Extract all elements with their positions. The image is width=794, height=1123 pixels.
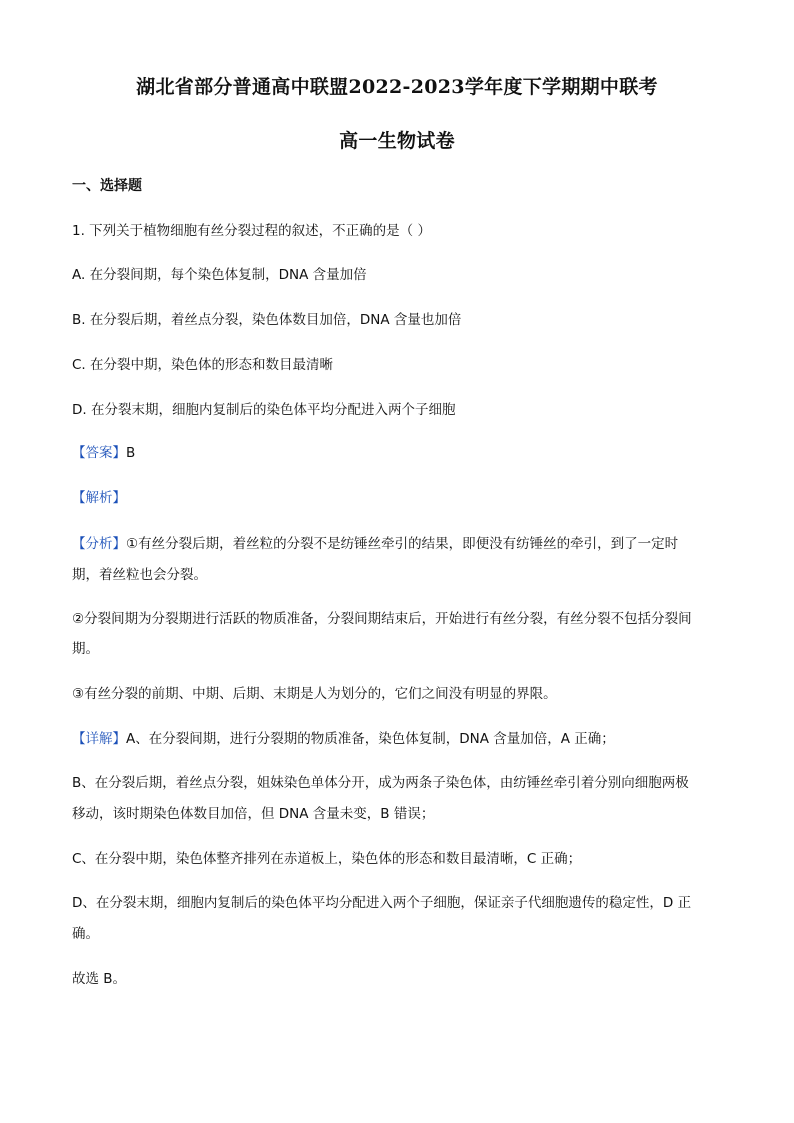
- fenxi-p1-line2: 期，着丝粒也会分裂。: [72, 567, 207, 583]
- fenxi-p2-line1: ②分裂间期为分裂期进行活跃的物质准备，分裂间期结束后，开始进行有丝分裂，有丝分裂不包括分裂间: [72, 611, 692, 627]
- option-c: C. 在分裂中期，染色体的形态和数目最清晰: [72, 357, 334, 373]
- fenxi-p2-line2: 期。: [72, 641, 99, 657]
- exam-title: 湖北省部分普通高中联盟2022-2023学年度下学期期中联考: [136, 76, 658, 98]
- section-heading: 一、选择题: [72, 178, 142, 194]
- answer-line: [72, 443, 722, 463]
- exam-subtitle: 高一生物试卷: [339, 130, 455, 152]
- xiangjie-d-line2: 确。: [72, 926, 99, 942]
- xiangjie-d-line1: D、在分裂末期，细胞内复制后的染色体平均分配进入两个子细胞，保证亲子代细胞遗传的稳定性，D 正: [72, 895, 692, 911]
- analysis-tag: 【解析】: [72, 490, 126, 506]
- xiangjie-a-text: A、在分裂间期，进行分裂期的物质准备，染色体复制，DNA 含量加倍，A 正确；: [126, 731, 615, 747]
- analysis-label: [72, 488, 722, 508]
- xiangjie-b-line2: 移动，该时期染色体数目加倍，但 DNA 含量未变，B 错误；: [72, 806, 435, 822]
- question-stem: 1. 下列关于植物细胞有丝分裂过程的叙述，不正确的是（ ）: [72, 223, 431, 239]
- option-b: B. 在分裂后期，着丝点分裂，染色体数目加倍，DNA 含量也加倍: [72, 312, 462, 328]
- fenxi-p3: ③有丝分裂的前期、中期、后期、末期是人为划分的，它们之间没有明显的界限。: [72, 686, 557, 702]
- conclusion: 故选 B。: [72, 971, 127, 987]
- fenxi-p1-text: ①有丝分裂后期，着丝粒的分裂不是纺锤丝牵引的结果，即便没有纺锤丝的牵引，到了一定时: [126, 536, 679, 552]
- fenxi-p1-line1: [72, 534, 722, 554]
- xiangjie-tag: 【详解】: [72, 731, 126, 747]
- option-a: A. 在分裂间期，每个染色体复制，DNA 含量加倍: [72, 267, 367, 283]
- answer-value: B: [126, 445, 136, 461]
- xiangjie-c: C、在分裂中期，染色体整齐排列在赤道板上，染色体的形态和数目最清晰，C 正确；: [72, 851, 582, 867]
- xiangjie-b-line1: B、在分裂后期，着丝点分裂，姐妹染色单体分开，成为两条子染色体，由纺锤丝牵引着分别向细胞两极: [72, 775, 689, 791]
- answer-label: 【答案】: [72, 445, 126, 461]
- option-d: D. 在分裂末期，细胞内复制后的染色体平均分配进入两个子细胞: [72, 402, 456, 418]
- xiangjie-a: [72, 729, 722, 749]
- fenxi-tag: 【分析】: [72, 536, 126, 552]
